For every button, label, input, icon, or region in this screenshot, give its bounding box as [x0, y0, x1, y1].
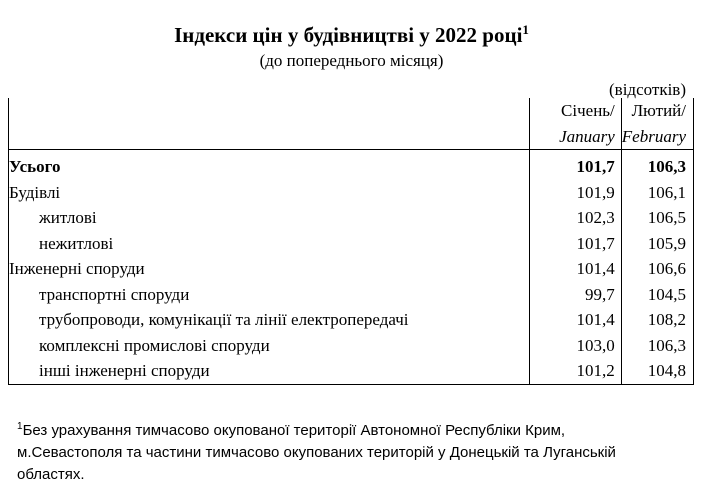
table-row [9, 231, 694, 257]
row-value-february: 104,5 [621, 282, 693, 308]
table-row [9, 307, 694, 333]
row-label: Будівлі [9, 180, 530, 206]
table-row [9, 256, 694, 282]
row-value-february: 106,6 [621, 256, 693, 282]
row-label: житлові [9, 205, 530, 231]
row-label: транспортні споруди [9, 282, 530, 308]
row-label: нежитлові [9, 231, 530, 257]
row-value-january: 101,4 [529, 256, 621, 282]
row-label: інші інженерні споруди [9, 358, 530, 384]
table-row [9, 358, 694, 384]
header-january-en: January [559, 126, 615, 146]
row-label: трубопроводи, комунікації та лінії електропередачі [9, 307, 530, 333]
row-value-february: 106,3 [621, 150, 693, 180]
table-row [9, 180, 694, 206]
row-value-january: 103,0 [529, 333, 621, 359]
footnote-mark: 1 [17, 421, 23, 432]
row-value-january: 101,4 [529, 307, 621, 333]
units-label: (відсотків) [609, 80, 686, 99]
row-value-january: 101,7 [529, 231, 621, 257]
header-february-uk: Лютий/ [631, 101, 686, 120]
row-value-february: 104,8 [621, 358, 693, 384]
table-header-row [9, 98, 694, 150]
row-value-january: 99,7 [529, 282, 621, 308]
table-body [9, 150, 694, 385]
header-january [529, 98, 621, 150]
row-value-january: 101,9 [529, 180, 621, 206]
row-value-february: 105,9 [621, 231, 693, 257]
footnote [17, 420, 667, 486]
page-title [0, 22, 703, 48]
header-january-uk: Січень/ [561, 101, 615, 120]
title-footnote-mark: 1 [522, 22, 529, 37]
title-text: Індекси цін у будівництві у 2022 році [174, 23, 523, 47]
table-row [9, 150, 694, 180]
header-february-en: February [621, 126, 686, 146]
page-subtitle: (до попереднього місяця) [259, 51, 444, 70]
row-value-january: 101,7 [529, 150, 621, 180]
row-value-february: 106,1 [621, 180, 693, 206]
row-label: Інженерні споруди [9, 256, 530, 282]
header-february [621, 98, 693, 150]
table-row [9, 282, 694, 308]
row-value-january: 101,2 [529, 358, 621, 384]
row-label: комплексні промислові споруди [9, 333, 530, 359]
row-value-february: 106,5 [621, 205, 693, 231]
table-row [9, 333, 694, 359]
row-value-february: 106,3 [621, 333, 693, 359]
row-value-february: 108,2 [621, 307, 693, 333]
table-row [9, 205, 694, 231]
row-value-january: 102,3 [529, 205, 621, 231]
row-label: Усього [9, 150, 530, 180]
price-index-table [8, 98, 694, 385]
header-label-cell [9, 98, 530, 150]
footnote-text: Без урахування тимчасово окупованої території Автономної Республіки Крим, м.Севастополя та частини тимчасово окупованих територій у Донецькій та Луганській областях. [17, 422, 616, 483]
